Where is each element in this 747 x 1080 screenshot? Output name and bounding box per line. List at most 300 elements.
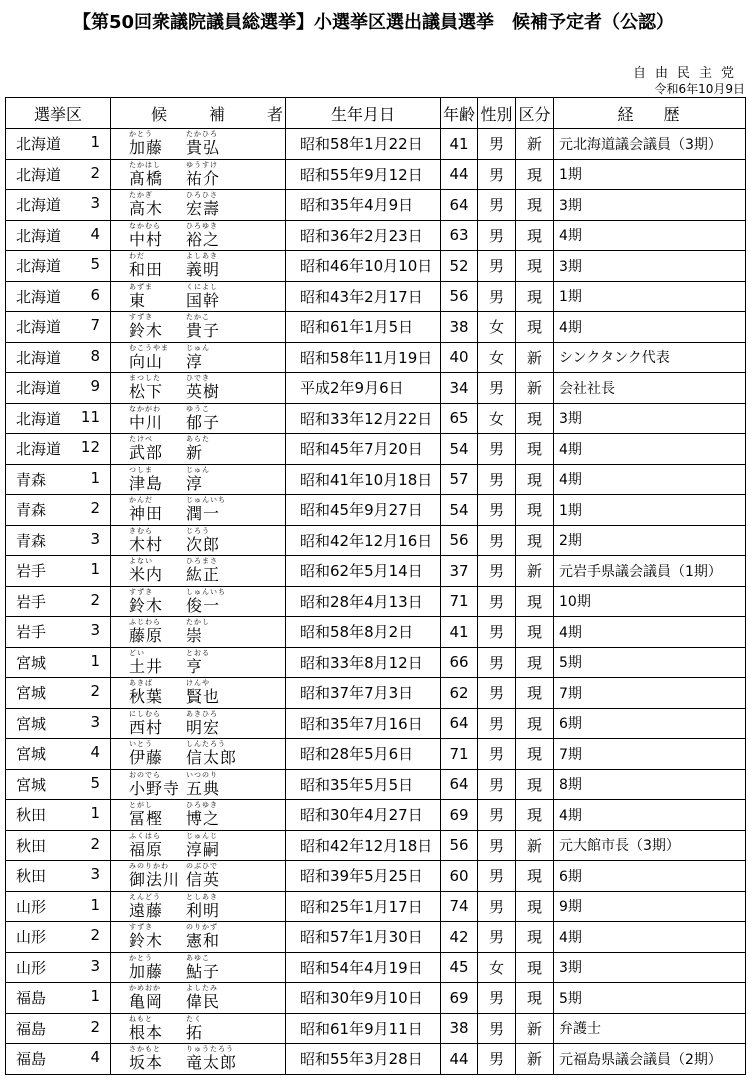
table-row (6, 1044, 746, 1075)
candidate-cell (111, 556, 286, 587)
family-name (129, 588, 186, 615)
district-cell (6, 159, 111, 190)
prefecture: 福島 (16, 989, 47, 1008)
age-cell: 34 (441, 373, 478, 404)
district-number: 1 (90, 895, 100, 914)
given-name-text: 祐介 (186, 168, 221, 188)
career-cell: 10期 (554, 586, 746, 617)
age-cell: 42 (441, 922, 478, 953)
given-name (186, 435, 210, 462)
family-name-text: 武部 (129, 443, 164, 463)
career-cell: 7期 (554, 739, 746, 770)
family-name-text: 御法川 (129, 870, 181, 890)
table-row (6, 739, 746, 770)
family-name-ruby: よない (129, 557, 153, 566)
prefecture: 岩手 (16, 592, 47, 611)
given-name-ruby: いつのり (186, 770, 218, 779)
family-name (129, 405, 186, 432)
given-name-ruby: けんや (186, 679, 210, 688)
family-name-ruby: ねもと (129, 1014, 153, 1023)
district-number: 3 (90, 956, 100, 975)
prefecture: 岩手 (16, 623, 47, 642)
given-name (186, 588, 226, 615)
district-number: 5 (90, 773, 100, 792)
family-name (129, 435, 186, 462)
prefecture: 青森 (16, 531, 47, 550)
candidate-cell (111, 891, 286, 922)
district-cell (6, 769, 111, 800)
age-cell: 65 (441, 403, 478, 434)
district-number: 2 (90, 499, 100, 518)
candidate-cell (111, 739, 286, 770)
family-name-text: 小野寺 (129, 778, 181, 798)
table-row (6, 403, 746, 434)
given-name (186, 740, 237, 767)
table-row (6, 159, 746, 190)
prefecture: 福島 (16, 1050, 47, 1069)
given-name-text: 郁子 (186, 412, 221, 432)
header-dob: 生年月日 (286, 98, 441, 129)
family-name-ruby: かとう (129, 130, 153, 139)
family-name (129, 557, 186, 584)
family-name-ruby: むこうやま (129, 343, 169, 352)
district-number: 8 (90, 346, 100, 365)
district-number: 5 (90, 255, 100, 274)
age-cell: 64 (441, 190, 478, 221)
district-number: 3 (90, 865, 100, 884)
career-cell: 9期 (554, 891, 746, 922)
family-name-text: 髙橋 (129, 168, 164, 188)
given-name-ruby: よしたみ (186, 984, 218, 993)
family-name-text: 中川 (129, 412, 164, 432)
family-name (129, 161, 186, 188)
given-name (186, 374, 220, 401)
family-name-ruby: えんどう (129, 892, 161, 901)
family-name (129, 954, 186, 981)
family-name-ruby: おのでら (129, 770, 161, 779)
family-name-text: 坂本 (129, 1053, 164, 1073)
district-number: 2 (90, 1017, 100, 1036)
gender-cell: 男 (478, 769, 516, 800)
district-cell (6, 342, 111, 373)
career-cell: 1期 (554, 159, 746, 190)
document-date: 令和6年10月9日 (654, 82, 745, 96)
gender-cell: 男 (478, 1044, 516, 1075)
table-row (6, 830, 746, 861)
given-name-ruby: のぶひで (186, 862, 218, 871)
district-number: 7 (90, 316, 100, 335)
given-name-ruby: しゅんいち (186, 587, 226, 596)
district-number: 1 (90, 987, 100, 1006)
career-cell: 5期 (554, 647, 746, 678)
status-cell: 現 (516, 403, 554, 434)
family-name (129, 771, 186, 798)
district-cell (6, 251, 111, 282)
prefecture: 北海道 (16, 318, 62, 337)
status-cell: 現 (516, 159, 554, 190)
header-district: 選挙区 (6, 98, 111, 129)
district-number: 4 (90, 743, 100, 762)
gender-cell: 男 (478, 464, 516, 495)
district-cell (6, 983, 111, 1014)
career-cell: 4期 (554, 800, 746, 831)
district-cell (6, 586, 111, 617)
family-name-text: 鈴木 (129, 321, 164, 341)
candidate-cell (111, 251, 286, 282)
career-cell: 3期 (554, 952, 746, 983)
table-row (6, 464, 746, 495)
dob-cell: 昭和39年5月25日 (286, 861, 441, 892)
district-cell (6, 312, 111, 343)
district-cell (6, 556, 111, 587)
status-cell: 現 (516, 190, 554, 221)
given-name-ruby: じゅんいち (186, 496, 226, 505)
career-cell: 2期 (554, 525, 746, 556)
table-row (6, 342, 746, 373)
header-career: 経歴 (554, 98, 746, 129)
table-row (6, 129, 746, 160)
family-name (129, 740, 186, 767)
given-name-text: 亨 (186, 656, 204, 676)
district-number: 1 (90, 133, 100, 152)
dob-cell: 昭和61年1月5日 (286, 312, 441, 343)
gender-cell: 男 (478, 129, 516, 160)
dob-cell: 昭和45年7月20日 (286, 434, 441, 465)
table-row (6, 434, 746, 465)
dob-cell: 昭和28年4月13日 (286, 586, 441, 617)
given-name-ruby: よしあき (186, 252, 218, 261)
table-row (6, 251, 746, 282)
table-row (6, 983, 746, 1014)
given-name-ruby: じゅんじ (186, 831, 218, 840)
career-cell: 4期 (554, 464, 746, 495)
table-row (6, 281, 746, 312)
dob-cell: 昭和33年8月12日 (286, 647, 441, 678)
dob-cell: 昭和45年9月27日 (286, 495, 441, 526)
district-cell (6, 220, 111, 251)
given-name-ruby: じゅん (186, 343, 210, 352)
district-cell (6, 434, 111, 465)
candidate-cell (111, 312, 286, 343)
age-cell: 37 (441, 556, 478, 587)
given-name-ruby: たかひろ (186, 130, 218, 139)
family-name-text: 和田 (129, 260, 164, 280)
given-name (186, 405, 220, 432)
age-cell: 64 (441, 708, 478, 739)
dob-cell: 昭和55年3月28日 (286, 1044, 441, 1075)
career-cell: 1期 (554, 495, 746, 526)
prefecture: 北海道 (16, 165, 62, 184)
candidate-cell (111, 861, 286, 892)
family-name-ruby: かとう (129, 953, 153, 962)
given-name (186, 161, 220, 188)
district-cell (6, 190, 111, 221)
gender-cell: 男 (478, 891, 516, 922)
given-name-text: 賢也 (186, 687, 221, 707)
given-name-ruby: ゆうすけ (186, 160, 218, 169)
family-name (129, 649, 186, 676)
given-name-ruby: ひろひさ (186, 191, 218, 200)
district-cell (6, 861, 111, 892)
district-cell (6, 678, 111, 709)
candidate-cell (111, 495, 286, 526)
family-name-ruby: さかもと (129, 1045, 161, 1054)
candidate-cell (111, 220, 286, 251)
prefecture: 北海道 (16, 226, 62, 245)
age-cell: 56 (441, 281, 478, 312)
district-number: 6 (90, 285, 100, 304)
career-cell: 元大館市長（3期） (554, 830, 746, 861)
district-cell (6, 129, 111, 160)
family-name (129, 496, 186, 523)
family-name-text: 伊藤 (129, 748, 164, 768)
age-cell: 71 (441, 739, 478, 770)
party-name: 自由民主党 (632, 66, 743, 81)
status-cell: 新 (516, 129, 554, 160)
family-name-text: 東 (129, 290, 147, 310)
gender-cell: 男 (478, 678, 516, 709)
gender-cell: 男 (478, 281, 516, 312)
career-cell: 元福島県議会議員（2期） (554, 1044, 746, 1075)
header-status: 区分 (516, 98, 554, 129)
prefecture: 宮城 (16, 653, 47, 672)
gender-cell: 男 (478, 647, 516, 678)
family-name-text: 冨樫 (129, 809, 164, 829)
family-name-ruby: かんだ (129, 496, 153, 505)
career-cell: 4期 (554, 922, 746, 953)
prefecture: 宮城 (16, 684, 47, 703)
candidate-cell (111, 1044, 286, 1075)
table-row (6, 1013, 746, 1044)
given-name-text: 新 (186, 443, 204, 463)
gender-cell: 男 (478, 525, 516, 556)
given-name (186, 984, 220, 1011)
family-name-ruby: みのりかわ (129, 862, 169, 871)
table-row (6, 525, 746, 556)
age-cell: 62 (441, 678, 478, 709)
age-cell: 41 (441, 617, 478, 648)
status-cell: 現 (516, 952, 554, 983)
family-name-text: 藤原 (129, 626, 164, 646)
given-name-ruby: あらた (186, 435, 210, 444)
given-name (186, 649, 210, 676)
given-name-text: 紘正 (186, 565, 221, 585)
gender-cell: 男 (478, 983, 516, 1014)
given-name-text: 英樹 (186, 382, 221, 402)
district-number: 3 (90, 621, 100, 640)
given-name-text: 義明 (186, 260, 221, 280)
district-number: 1 (90, 468, 100, 487)
header-age: 年齢 (441, 98, 478, 129)
prefecture: 北海道 (16, 409, 62, 428)
given-name-ruby: ゆうこ (186, 404, 210, 413)
prefecture: 秋田 (16, 806, 47, 825)
dob-cell: 昭和37年7月3日 (286, 678, 441, 709)
given-name (186, 344, 210, 371)
table-row (6, 617, 746, 648)
candidate-cell (111, 769, 286, 800)
given-name (186, 466, 210, 493)
status-cell: 現 (516, 464, 554, 495)
career-cell: 4期 (554, 220, 746, 251)
family-name (129, 527, 186, 554)
dob-cell: 昭和42年12月16日 (286, 525, 441, 556)
family-name (129, 252, 186, 279)
status-cell: 現 (516, 769, 554, 800)
age-cell: 64 (441, 769, 478, 800)
status-cell: 現 (516, 281, 554, 312)
given-name (186, 1045, 237, 1072)
age-cell: 38 (441, 1013, 478, 1044)
family-name (129, 801, 186, 828)
family-name (129, 222, 186, 249)
candidate-cell (111, 464, 286, 495)
status-cell: 新 (516, 1013, 554, 1044)
family-name (129, 1045, 186, 1072)
age-cell: 56 (441, 830, 478, 861)
family-name-text: 加藤 (129, 961, 164, 981)
family-name-ruby: わだ (129, 252, 145, 261)
family-name (129, 344, 186, 371)
family-name-ruby: にしむら (129, 709, 161, 718)
prefecture: 山形 (16, 897, 47, 916)
family-name (129, 313, 186, 340)
district-cell (6, 617, 111, 648)
status-cell: 現 (516, 861, 554, 892)
family-name-ruby: すずき (129, 313, 154, 322)
career-cell: 4期 (554, 617, 746, 648)
district-number: 2 (90, 834, 100, 853)
family-name-ruby: すずき (129, 587, 154, 596)
given-name (186, 710, 220, 737)
dob-cell: 昭和35年5月5日 (286, 769, 441, 800)
dob-cell: 昭和35年7月16日 (286, 708, 441, 739)
dob-cell: 昭和61年9月11日 (286, 1013, 441, 1044)
district-number: 1 (90, 651, 100, 670)
status-cell: 現 (516, 617, 554, 648)
given-name (186, 252, 220, 279)
career-cell: 会社社長 (554, 373, 746, 404)
age-cell: 44 (441, 1044, 478, 1075)
candidate-table (5, 97, 746, 1075)
candidate-cell (111, 586, 286, 617)
district-number: 11 (80, 407, 100, 426)
table-row (6, 556, 746, 587)
family-name-ruby: たかぎ (129, 191, 153, 200)
district-cell (6, 281, 111, 312)
given-name-ruby: たかこ (186, 313, 210, 322)
district-cell (6, 830, 111, 861)
given-name-text: 貴子 (186, 321, 221, 341)
age-cell: 41 (441, 129, 478, 160)
age-cell: 60 (441, 861, 478, 892)
prefecture: 秋田 (16, 867, 47, 886)
candidate-cell (111, 342, 286, 373)
status-cell: 新 (516, 342, 554, 373)
career-cell: 3期 (554, 403, 746, 434)
dob-cell: 昭和30年4月27日 (286, 800, 441, 831)
family-name (129, 374, 186, 401)
given-name (186, 527, 220, 554)
prefecture: 青森 (16, 501, 47, 520)
family-name-ruby: なかむら (129, 221, 161, 230)
given-name-ruby: りゅうたろう (186, 1045, 234, 1054)
family-name-text: 高木 (129, 199, 164, 219)
career-cell: 元北海道議会議員（3期） (554, 129, 746, 160)
given-name-text: 崇 (186, 626, 204, 646)
table-row (6, 190, 746, 221)
candidate-cell (111, 281, 286, 312)
dob-cell: 昭和28年5月6日 (286, 739, 441, 770)
age-cell: 38 (441, 312, 478, 343)
candidate-cell (111, 800, 286, 831)
given-name-text: 信英 (186, 870, 221, 890)
gender-cell: 男 (478, 586, 516, 617)
dob-cell: 昭和25年1月17日 (286, 891, 441, 922)
family-name (129, 466, 186, 493)
district-cell (6, 1044, 111, 1075)
career-cell: 7期 (554, 678, 746, 709)
candidate-cell (111, 922, 286, 953)
district-number: 9 (90, 377, 100, 396)
family-name-ruby: いとう (129, 740, 153, 749)
table-row (6, 678, 746, 709)
career-cell: 4期 (554, 312, 746, 343)
given-name-text: 淳 (186, 351, 204, 371)
candidate-cell (111, 983, 286, 1014)
family-name-ruby: どい (129, 648, 145, 657)
table-row (6, 708, 746, 739)
family-name-ruby: つしま (129, 465, 153, 474)
family-name-text: 遠藤 (129, 900, 164, 920)
district-cell (6, 891, 111, 922)
table-body (6, 129, 746, 1075)
dob-cell: 昭和46年10月10日 (286, 251, 441, 282)
family-name-text: 木村 (129, 534, 164, 554)
family-name (129, 130, 186, 157)
career-cell: 元岩手県議会議員（1期） (554, 556, 746, 587)
candidate-cell (111, 830, 286, 861)
family-name-text: 神田 (129, 504, 164, 524)
family-name-ruby: とがし (129, 801, 153, 810)
given-name-text: 貴弘 (186, 138, 221, 158)
career-cell: 3期 (554, 251, 746, 282)
family-name-text: 向山 (129, 351, 164, 371)
dob-cell: 昭和58年1月22日 (286, 129, 441, 160)
district-cell (6, 708, 111, 739)
candidate-cell (111, 129, 286, 160)
given-name-text: 次郎 (186, 534, 221, 554)
given-name (186, 923, 220, 950)
prefecture: 岩手 (16, 562, 47, 581)
gender-cell: 男 (478, 1013, 516, 1044)
prefecture: 北海道 (16, 257, 62, 276)
table-row (6, 952, 746, 983)
dob-cell: 昭和58年11月19日 (286, 342, 441, 373)
career-cell: 6期 (554, 861, 746, 892)
candidate-cell (111, 952, 286, 983)
age-cell: 69 (441, 800, 478, 831)
family-name-text: 土井 (129, 656, 164, 676)
gender-cell: 男 (478, 830, 516, 861)
given-name-ruby: しんたろう (186, 740, 226, 749)
family-name-ruby: たけべ (129, 435, 153, 444)
family-name-ruby: かめおか (129, 984, 161, 993)
district-number: 3 (90, 529, 100, 548)
gender-cell: 男 (478, 739, 516, 770)
prefecture: 宮城 (16, 745, 47, 764)
age-cell: 63 (441, 220, 478, 251)
